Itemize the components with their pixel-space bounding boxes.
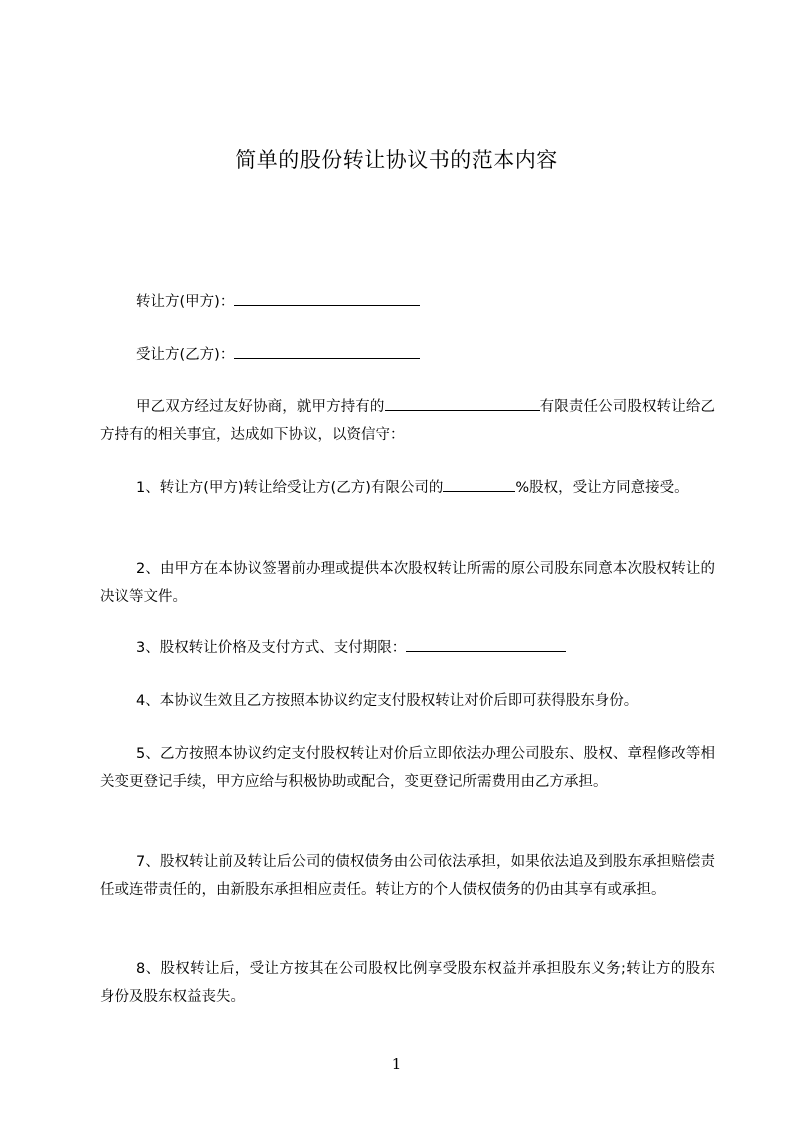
price-payment-blank[interactable] xyxy=(406,638,566,652)
clause-4: 4、本协议生效且乙方按照本协议约定支付股权转让对价后即可获得股东身份。 xyxy=(136,693,639,709)
clause-1 xyxy=(100,474,715,502)
party-b-blank[interactable] xyxy=(234,345,420,359)
party-a-line xyxy=(136,292,420,311)
party-a-blank[interactable] xyxy=(234,292,420,306)
clause-1-text-1: 1、转让方(甲方)转让给受让方(乙方)有限公司的 xyxy=(136,480,444,496)
share-percent-blank[interactable] xyxy=(443,478,515,492)
intro-text-2: 有限责任公司股权转让给乙方持有的相关事宜，达成如下协议，以资信守： xyxy=(100,399,716,443)
party-b-label: 受让方(乙方)： xyxy=(136,347,235,363)
document-title: 简单的股份转让协议书的范本内容 xyxy=(235,148,558,172)
party-b-line xyxy=(136,345,420,364)
clause-5: 5、乙方按照本协议约定支付股权转让对价后立即依法办理公司股东、股权、章程修改等相关变更登记手续，甲方应给与积极协助或配合，变更登记所需费用由乙方承担。 xyxy=(100,746,715,790)
clause-2: 2、由甲方在本协议签署前办理或提供本次股权转让所需的原公司股东同意本次股权转让的决议等文件。 xyxy=(100,561,715,605)
clause-3-text: 3、股权转让价格及支付方式、支付期限： xyxy=(136,640,407,656)
clause-1-text-2: %股权，受让方同意接受。 xyxy=(515,480,689,496)
party-a-label: 转让方(甲方)： xyxy=(136,294,235,310)
intro-text-1: 甲乙双方经过友好协商，就甲方持有的 xyxy=(136,399,385,415)
page-number: 1 xyxy=(391,1055,402,1073)
clause-8: 8、股权转让后，受让方按其在公司股权比例享受股东权益并承担股东义务;转让方的股东身份及股东权益丧失。 xyxy=(100,961,715,1005)
clause-3 xyxy=(100,634,715,662)
company-name-blank[interactable] xyxy=(385,397,540,411)
intro-paragraph xyxy=(100,393,715,449)
clause-7: 7、股权转让前及转让后公司的债权债务由公司依法承担，如果依法追及到股东承担赔偿责任或连带责任的，由新股东承担相应责任。转让方的个人债权债务的仍由其享有或承担。 xyxy=(100,854,715,898)
